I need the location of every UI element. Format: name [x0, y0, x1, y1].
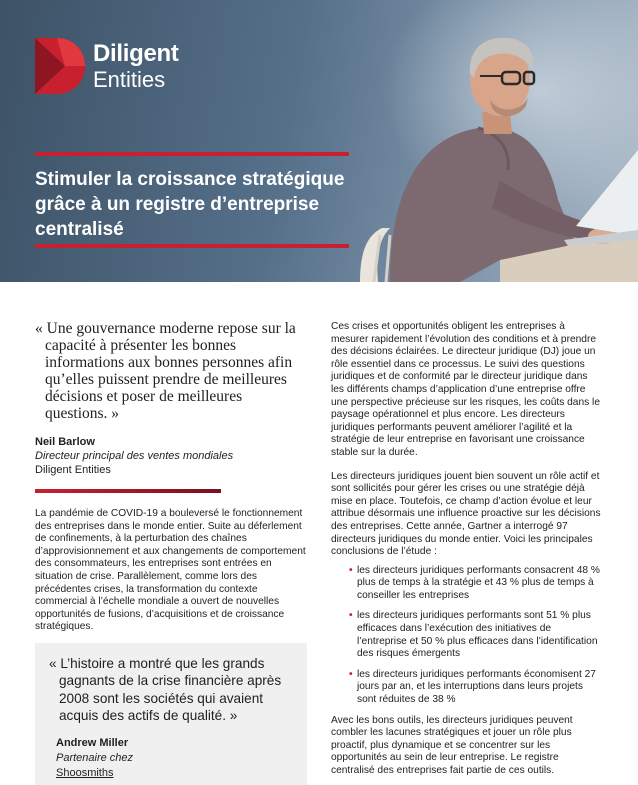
quote-box-author-name: Andrew Miller — [56, 737, 129, 750]
bullet-marker: • — [349, 610, 353, 622]
quote-author-org: Diligent Entities — [35, 464, 111, 476]
section-divider — [35, 489, 221, 493]
findings-list — [331, 565, 603, 707]
intro-paragraph: La pandémie de COVID-19 a bouleversé le fonctionnement des entreprises dans le monde entier. Suite au déferlement de confinements, à la perturbation des chaînes d’approvisionnement et aux changements de comportement des consommateurs, les entreprises sont entrées en situation de crise. Parallèlement, comme lors des précédentes crises, la transformation du contexte commercial à l’échelle mondiale a ouvert de nouvelles opportunités de fusions, d’acquisitions et de croissance stratégiques. — [35, 508, 306, 633]
list-item-text: les directeurs juridiques performants économisent 27 jours par an, et les interruptions dans leurs projets sont réduites de 38 % — [357, 668, 596, 706]
man-at-laptop-photo — [350, 30, 638, 282]
left-column — [35, 320, 307, 634]
pull-quote-barlow: « Une gouvernance moderne repose sur la capacité à présenter les bonnes informations aux bonnes personnes afin qu’elles puissent prendre de meilleures décisions et poser de meilleures questions. » — [35, 320, 296, 422]
list-item — [331, 669, 603, 707]
quote-box-author-role: Partenaire chez — [56, 752, 134, 765]
page-title: Stimuler la croissance stratégique grâce à un registre d’entreprise centralisé — [35, 169, 345, 240]
body-paragraph-1: Ces crises et opportunités obligent les entreprises à mesurer rapidement l’évolution des conditions et à prendre des décisions éclairées. Le directeur juridique (DJ) joue un rôle essentiel dans ce processus. Le suivi des questions juridiques et de conformité par le directeur juridique dans les différents champs d’application d’une entreprise offre une perspective précieuse sur les risques, les coûts dans le paysage opérationnel et plus encore. Les directeurs juridiques performants peuvent améliorer l’agilité et la stratégie de leur entreprise en favorisant une croissance stable sur la durée. — [331, 321, 600, 458]
quote-author-name: Neil Barlow — [35, 436, 95, 448]
pull-quote-miller: « L’histoire a montré que les grands gagnants de la crise financière après 2008 sont les sociétés qui avaient acquis des actifs de qualité. » — [49, 656, 282, 723]
bullet-marker: • — [349, 564, 353, 576]
right-column — [331, 321, 603, 785]
hero-bottom-rule — [35, 244, 349, 248]
logo-product-text: Entities — [93, 67, 166, 92]
list-item-text: les directeurs juridiques performants sont 51 % plus efficaces dans l’exécution des initiatives de l’entreprise et 50 % plus efficaces dans l’identification des risques émergents — [357, 610, 598, 660]
diligent-logo — [35, 38, 185, 94]
body-paragraph-2: Les directeurs juridiques jouent bien souvent un rôle actif et sont sollicités pour gérer les crises ou une stratégie déjà mise en place. Toutefois, ce champ d’action évolue et leur attribue désormais une influence proactive sur les décisions des entreprises. Cette année, Gartner a interrogé 97 directeurs juridiques du monde entier. Voici les principales conclusions de l’étude : — [331, 470, 601, 558]
quote-box-author — [49, 736, 295, 781]
hero-top-rule — [35, 152, 349, 156]
quote-box-miller — [35, 643, 307, 785]
list-item — [331, 610, 603, 660]
quote-box-author-org-link[interactable]: Shoosmiths — [56, 767, 114, 780]
logo-brand-text: Diligent — [93, 40, 179, 67]
diligent-logo-mark-icon — [35, 38, 85, 94]
hero-banner — [0, 0, 638, 282]
list-item-text: les directeurs juridiques performants consacrent 48 % plus de temps à la stratégie et 43 % plus de temps à conseiller les entreprises — [357, 564, 600, 601]
bullet-marker: • — [349, 668, 353, 680]
quote-author-role: Directeur principal des ventes mondiales — [35, 450, 234, 462]
body-paragraph-3: Avec les bons outils, les directeurs juridiques peuvent combler les lacunes stratégiques et jouer un rôle plus proactif, plus dynamique et se concentrer sur les opportunités au sein de leur entreprise. Le registre centralisé des entreprises fait partie de ces outils. — [331, 714, 573, 776]
list-item — [331, 565, 603, 603]
